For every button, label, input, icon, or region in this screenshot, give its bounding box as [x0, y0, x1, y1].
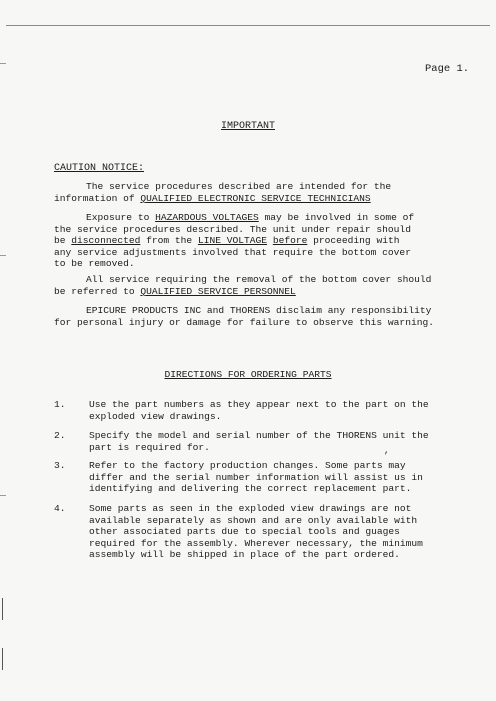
text-line [54, 193, 474, 205]
text-line: Refer to the factory production changes. Some parts may [89, 460, 406, 471]
margin-bar [2, 598, 3, 620]
text: Exposure to [86, 212, 156, 223]
stray-mark: , [384, 446, 390, 456]
item-text [89, 430, 474, 453]
text: may be involved in some of [258, 212, 415, 223]
item-number: 3. [54, 460, 66, 471]
text-line: to be removed. [54, 258, 135, 269]
page-title: IMPORTANT [220, 121, 275, 132]
top-rule [6, 25, 490, 26]
underlined-text: disconnected [71, 235, 141, 246]
text: information of [54, 192, 141, 204]
text-line: other associated parts due to special tools and guages [89, 526, 400, 537]
paragraph-qualified-technicians [54, 181, 474, 204]
text-line: All service requiring the removal of the bottom cover should [86, 274, 432, 285]
text-line [54, 235, 474, 247]
text-line: any service adjustments involved that require the bottom cover [54, 246, 411, 258]
text: proceeding with [307, 235, 400, 246]
text-line: Specify the model and serial number of the THORENS unit the [89, 430, 429, 441]
text-line [54, 286, 474, 298]
text-line: exploded view drawings. [89, 410, 222, 422]
text-line: part is required for. [89, 441, 210, 453]
text: be [54, 235, 72, 246]
item-number: 2. [54, 430, 66, 441]
paragraph-disclaimer [54, 305, 474, 328]
margin-mark [0, 495, 6, 496]
underlined-text: LINE VOLTAGE [197, 235, 268, 246]
text-line: assembly will be shipped in place of the part ordered. [89, 549, 400, 560]
text-line: Use the part numbers as they appear next to the part on the [89, 399, 429, 410]
item-number: 4. [54, 503, 66, 514]
text-line: EPICURE PRODUCTS INC and THORENS disclaim any responsibility [86, 305, 432, 316]
underlined-text: before [272, 235, 308, 246]
text: from the [140, 235, 198, 246]
underlined-text: HAZARDOUS VOLTAGES [155, 212, 259, 223]
text-line: for personal injury or damage for failure to observe this warning. [54, 316, 434, 328]
text-line: Some parts as seen in the exploded view drawings are not [89, 503, 412, 514]
directions-heading: DIRECTIONS FOR ORDERING PARTS [164, 369, 332, 380]
underlined-text: QUALIFIED ELECTRONIC SERVICE TECHNICIANS [140, 192, 371, 204]
item-number: 1. [54, 399, 66, 410]
text-line: differ and the serial number information will assist us in [89, 471, 423, 483]
text: be referred to [54, 285, 141, 297]
text-line: identifying and delivering the correct replacement part. [89, 483, 412, 494]
paragraph-hazardous-voltages [54, 212, 474, 270]
page-number: Page 1. [425, 63, 470, 75]
text-line: The service procedures described are intended for the [86, 181, 392, 192]
text-line: the service procedures described. The unit under repair should [54, 223, 411, 235]
item-text [89, 503, 474, 561]
item-text [89, 460, 474, 495]
text-line: required for the assembly. Wherever necessary, the minimum [89, 537, 423, 549]
margin-mark [0, 63, 6, 64]
text-line: available separately as shown and are only available with [89, 514, 418, 526]
underlined-text: QUALIFIED SERVICE PERSONNEL [140, 285, 296, 297]
text-line [54, 212, 474, 224]
paragraph-bottom-cover [54, 274, 474, 297]
item-text [89, 399, 474, 422]
margin-bar [2, 648, 3, 670]
caution-heading: CAUTION NOTICE: [54, 163, 145, 174]
margin-mark [0, 255, 6, 256]
